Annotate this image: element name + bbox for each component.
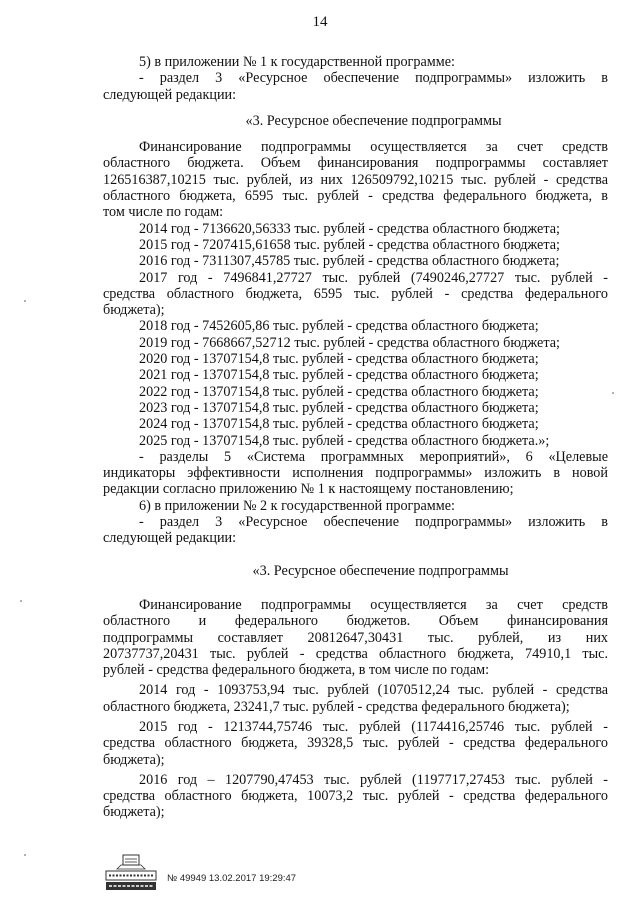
para-line: 2017 год - 7496841,27727 тыс. рублей (7490246,27727 тыс. рублей - [139,269,608,286]
section-heading-2: «3. Ресурсное обеспечение подпрограммы [252,562,509,579]
registration-footer [103,853,403,893]
year-list-b [103,318,608,448]
year-item: 2018 год - 7452605,86 тыс. рублей - средства областного бюджета; [139,318,539,335]
document-body [103,54,608,821]
year-item: 2015 год - 7207415,61658 тыс. рублей - средства областного бюджета; [139,236,560,253]
year-item: 2021 год - 13707154,8 тыс. рублей - средства областного бюджета; [139,367,539,384]
funding-paragraph-1 [103,139,608,220]
para-line: Финансирование подпрограммы осуществляется за счет средств [139,139,608,156]
year-item: 2020 год - 13707154,8 тыс. рублей - средства областного бюджета; [139,351,539,368]
para-line: - разделы 5 «Система программных мероприятий», 6 «Целевые [139,448,608,465]
para-line: областного бюджета. Объем финансирования подпрограммы составляет [103,155,608,172]
para-line: рублей - средства федерального бюджета, в том числе по годам: [103,662,490,679]
para-line: областного и федерального бюджетов. Объем финансирования [103,613,608,630]
scan-speck [24,300,26,302]
year-item: 2023 год - 13707154,8 тыс. рублей - средства областного бюджета; [139,399,539,416]
year-2015-item [103,719,608,768]
year-item: 2016 год - 7311307,45785 тыс. рублей - средства областного бюджета; [139,253,560,270]
year-list-a [103,221,608,270]
para-line: средства областного бюджета, 6595 тыс. рублей - средства федерального [103,285,608,302]
para-line: 2016 год – 1207790,47453 тыс. рублей (1197717,27453 тыс. рублей - [139,771,608,788]
year-2017-item [103,270,608,319]
para-line: областного бюджета, 6595 тыс. рублей - средства федерального бюджета, в [103,188,608,205]
para-line: индикаторы эффективности исполнения подпрограммы» изложить в новой [103,465,608,482]
para-line: Финансирование подпрограммы осуществляется за счет средств [139,596,608,613]
registry-stamp-icon [103,853,159,893]
para-line: 126516387,10215 тыс. рублей, из них 126509792,10215 тыс. рублей - средства [103,171,608,188]
item-5-edition-line: следующей редакции: [103,86,237,103]
scan-speck [24,854,26,856]
year-item: 2019 год - 7668667,52712 тыс. рублей - средства областного бюджета; [139,334,560,351]
para-line: 2015 год - 1213744,75746 тыс. рублей (1174416,25746 тыс. рублей - [139,718,608,735]
para-line: средства областного бюджета, 10073,2 тыс. рублей - средства федерального [103,788,608,805]
item-5-section-line: - раздел 3 «Ресурсное обеспечение подпрограммы» изложить в [139,70,608,87]
para-line: 20737737,20431 тыс. рублей - средства областного бюджета, 74910,1 тыс. [103,645,608,662]
para-line: подпрограммы составляет 20812647,30431 тыс. рублей, из них [103,629,608,646]
para-line: областного бюджета, 23241,7 тыс. рублей - средства федерального бюджета); [103,698,570,715]
item-5-intro: 5) в приложении № 1 к государственной программе: [139,54,455,70]
year-2014-item [103,682,608,715]
para-line: бюджета); [103,804,165,821]
year-2016-item [103,772,608,821]
section-heading-1: «3. Ресурсное обеспечение подпрограммы [245,112,502,129]
year-item: 2014 год - 7136620,56333 тыс. рублей - средства областного бюджета; [139,220,560,237]
para-line: 2014 год - 1093753,94 тыс. рублей (1070512,24 тыс. рублей - средства [139,682,608,699]
scan-speck [20,600,22,602]
item-6-section-line: - раздел 3 «Ресурсное обеспечение подпрограммы» изложить в [139,514,608,531]
para-line: редакции согласно приложению № 1 к настоящему постановлению; [103,481,514,498]
item-6-edition-line: следующей редакции: [103,530,237,547]
funding-paragraph-2 [103,597,608,678]
page-number: 14 [312,14,328,30]
registration-number: № 49949 13.02.2017 19:29:47 [167,873,297,884]
year-item: 2024 год - 13707154,8 тыс. рублей - средства областного бюджета; [139,416,539,433]
year-item: 2025 год - 13707154,8 тыс. рублей - средства областного бюджета.»; [139,432,550,449]
sections-5-6-paragraph [103,449,608,498]
item-6-intro: 6) в приложении № 2 к государственной программе: [139,497,455,514]
para-line: том числе по годам: [103,204,224,221]
year-item: 2022 год - 13707154,8 тыс. рублей - средства областного бюджета; [139,383,539,400]
para-line: бюджета); [103,751,165,768]
para-line: бюджета); [103,302,165,319]
para-line: средства областного бюджета, 39328,5 тыс. рублей - средства федерального [103,735,608,752]
scan-speck [612,392,614,394]
